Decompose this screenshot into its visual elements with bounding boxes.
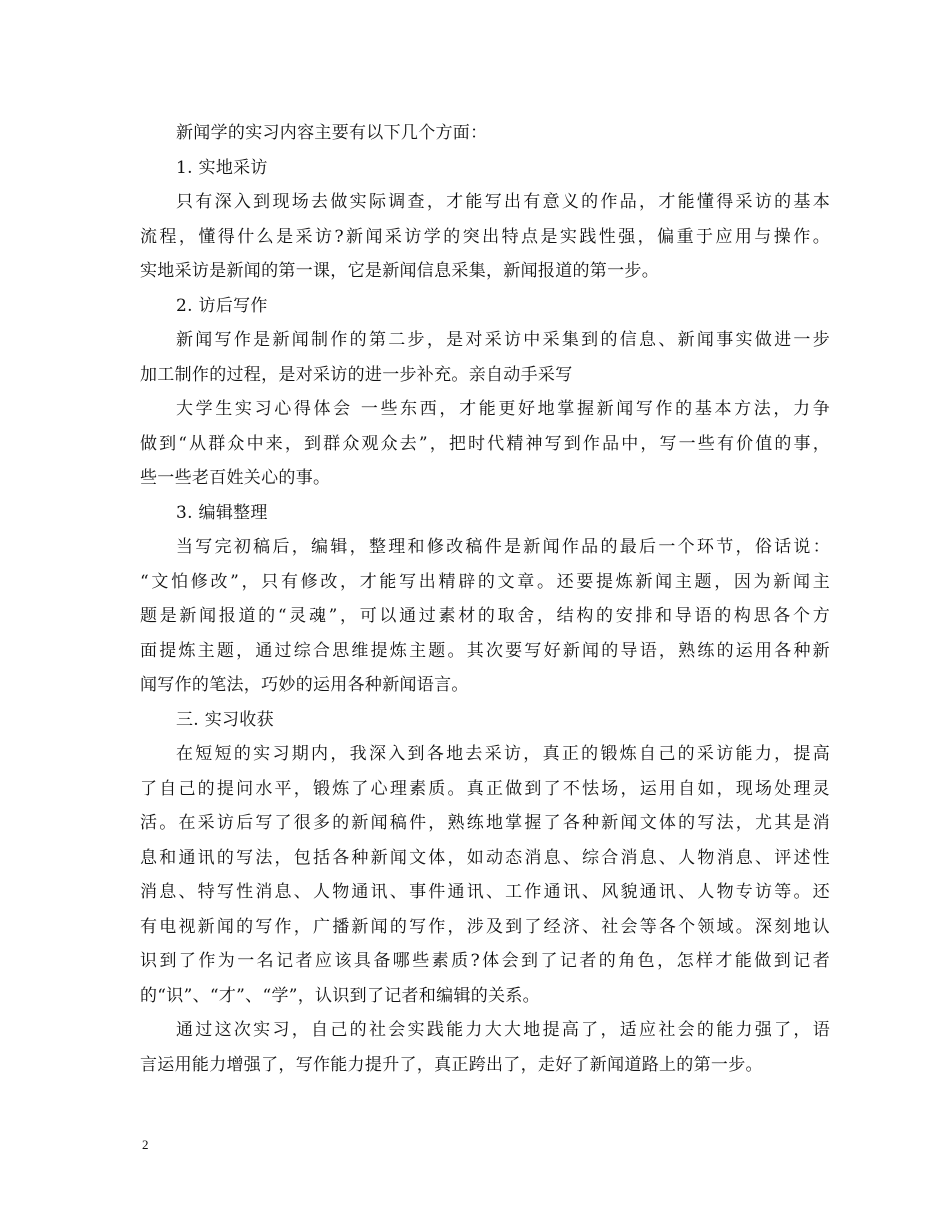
paragraph-line: 了自己的提问水平，锻炼了心理素质。真正做到了不怯场，运用自如，现场处理灵	[140, 778, 830, 799]
paragraph-line: 新闻写作是新闻制作的第二步，是对采访中采集到的信息、新闻事实做进一步	[176, 330, 830, 350]
paragraph-line: 做到“从群众中来，到群众观众去”，把时代精神写到作品中，写一些有价值的事，	[140, 433, 830, 454]
section-heading-2: 2. 访后写作	[176, 295, 268, 316]
paragraph-line: 识到了作为一名记者应该具备哪些素质?体会到了记者的角色，怎样才能做到记者	[140, 951, 830, 971]
paragraph-line: 流程，懂得什么是采访?新闻采访学的突出特点是实践性强，偏重于应用与操作。	[140, 226, 830, 247]
paragraph-line: 当写完初稿后，编辑，整理和修改稿件是新闻作品的最后一个环节，俗话说：	[176, 537, 830, 557]
paragraph-line: 有电视新闻的写作，广播新闻的写作，涉及到了经济、社会等各个领域。深刻地认	[140, 916, 830, 937]
paragraph-line: 言运用能力增强了，写作能力提升了，真正跨出了，走好了新闻道路上的第一步。	[140, 1054, 763, 1075]
paragraph-line: 大学生实习心得体会 一些东西，才能更好地掌握新闻写作的基本方法，力争	[176, 399, 830, 419]
section-heading-4: 三. 实习收获	[176, 709, 274, 730]
paragraph-line: 通过这次实习，自己的社会实践能力大大地提高了，适应社会的能力强了，语	[176, 1020, 830, 1040]
paragraph-line: 闻写作的笔法，巧妙的运用各种新闻语言。	[140, 675, 469, 695]
paragraph-line: 题是新闻报道的“灵魂”，可以通过素材的取舍，结构的安排和导语的构思各个方	[140, 606, 830, 626]
paragraph-line: “文怕修改”，只有修改，才能写出精辟的文章。还要提炼新闻主题，因为新闻主	[140, 571, 830, 592]
paragraph-line: 的“识”、“才”、“学”，认识到了记者和编辑的关系。	[140, 985, 540, 1006]
section-heading-1: 1. 实地采访	[176, 157, 268, 178]
page-number: 2	[142, 1137, 149, 1152]
paragraph-line: 只有深入到现场去做实际调查，才能写出有意义的作品，才能懂得采访的基本	[176, 192, 830, 212]
paragraph-line: 面提炼主题，通过综合思维提炼主题。其次要写好新闻的导语，熟练的运用各种新	[140, 640, 830, 661]
section-heading-3: 3. 编辑整理	[176, 502, 268, 523]
paragraph-line: 消息、特写性消息、人物通讯、事件通讯、工作通讯、风貌通讯、人物专访等。还	[140, 882, 830, 902]
paragraph-line: 实地采访是新闻的第一课，它是新闻信息采集，新闻报道的第一步。	[140, 261, 659, 281]
paragraph-line: 加工制作的过程，是对采访的进一步补充。亲自动手采写	[140, 364, 573, 385]
paragraph-line: 些一些老百姓关心的事。	[140, 468, 331, 488]
document-body	[140, 116, 830, 1082]
paragraph-line: 在短短的实习期内，我深入到各地去采访，真正的锻炼自己的采访能力，提高	[176, 744, 830, 764]
intro-line: 新闻学的实习内容主要有以下几个方面：	[176, 123, 488, 143]
paragraph-line: 活。在采访后写了很多的新闻稿件，熟练地掌握了各种新闻文体的写法，尤其是消	[140, 813, 830, 833]
paragraph-line: 息和通讯的写法，包括各种新闻文体，如动态消息、综合消息、人物消息、评述性	[140, 847, 830, 868]
